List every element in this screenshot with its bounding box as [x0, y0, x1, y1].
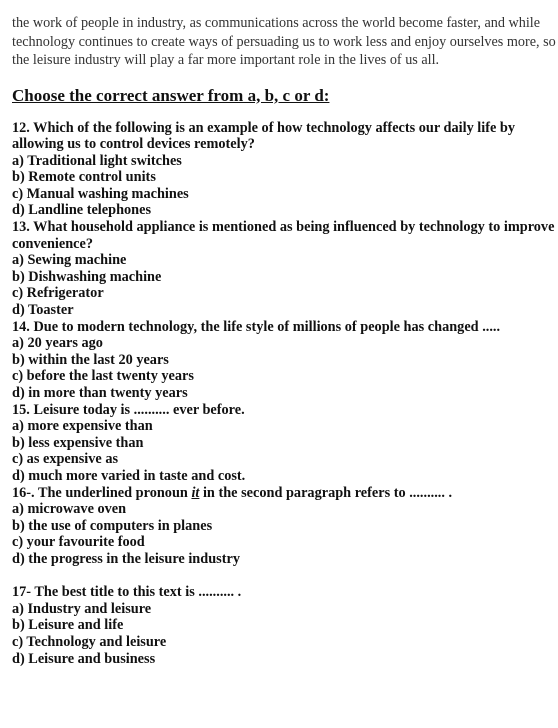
- spacer: [12, 568, 558, 585]
- answer-option-a: a) Sewing machine: [12, 252, 127, 269]
- question-stem: allowing us to control devices remotely?: [12, 136, 255, 153]
- question-stem: 17- The best title to this text is .......... .: [12, 584, 242, 601]
- question-stem: 12. Which of the following is an example of how technology affects our daily life by: [12, 119, 516, 136]
- question-12: [12, 120, 558, 220]
- answer-option-c: c) your favourite food: [12, 534, 145, 551]
- question-stem: [12, 485, 558, 502]
- underlined-pronoun: it: [191, 484, 200, 501]
- answer-option-c: c) Manual washing machines: [12, 185, 189, 202]
- answer-option-b: b) the use of computers in planes: [12, 517, 213, 534]
- answer-option-d: d) Leisure and business: [12, 650, 156, 667]
- answer-option-d: d) Toaster: [12, 302, 74, 319]
- answer-option-a: a) Traditional light switches: [12, 152, 182, 169]
- answer-option-c: c) before the last twenty years: [12, 368, 194, 385]
- reading-passage-excerpt: [12, 14, 558, 70]
- answer-option-b: b) within the last 20 years: [12, 351, 169, 368]
- answer-option-d: d) in more than twenty years: [12, 385, 188, 401]
- answer-option-d: d) much more varied in taste and cost.: [12, 467, 246, 484]
- answer-option-a: a) Industry and leisure: [12, 600, 152, 617]
- passage-line: the leisure industry will play a far more important role in the lives of us all.: [12, 52, 440, 68]
- question-13: [12, 219, 558, 319]
- question-17: [12, 584, 558, 667]
- answer-option-b: b) Remote control units: [12, 169, 156, 186]
- answer-option-c: c) Technology and leisure: [12, 633, 167, 650]
- question-16: [12, 485, 558, 568]
- stem-text: in the second paragraph refers to .......... .: [199, 484, 453, 501]
- question-14: [12, 319, 558, 402]
- answer-option-d: d) the progress in the leisure industry: [12, 550, 240, 567]
- answer-option-b: b) less expensive than: [12, 434, 144, 451]
- passage-line: the work of people in industry, as communications across the world become faster, and while: [12, 15, 541, 31]
- answer-option-c: c) as expensive as: [12, 451, 119, 468]
- question-15: [12, 402, 558, 485]
- answer-option-d: d) Landline telephones: [12, 202, 152, 219]
- answer-option-b: b) Dishwashing machine: [12, 268, 162, 285]
- question-stem: convenience?: [12, 235, 93, 252]
- passage-line: technology continues to create ways of persuading us to work less and enjoy ourselves more, so: [12, 33, 556, 50]
- answer-option-c: c) Refrigerator: [12, 285, 104, 302]
- stem-text: 16-. The underlined pronoun: [12, 484, 192, 501]
- answer-option-a: a) microwave oven: [12, 501, 127, 518]
- answer-option-b: b) Leisure and life: [12, 617, 124, 634]
- question-stem: 15. Leisure today is .......... ever before.: [12, 401, 245, 418]
- answer-option-a: a) more expensive than: [12, 418, 153, 435]
- question-stem: 14. Due to modern technology, the life style of millions of people has changed .....: [12, 318, 501, 335]
- answer-option-a: a) 20 years ago: [12, 335, 103, 352]
- section-heading: Choose the correct answer from a, b, c or d:: [12, 85, 330, 105]
- exam-page: [12, 14, 558, 667]
- question-list: [12, 120, 558, 668]
- question-stem: 13. What household appliance is mentioned as being influenced by technology to improve: [12, 219, 555, 236]
